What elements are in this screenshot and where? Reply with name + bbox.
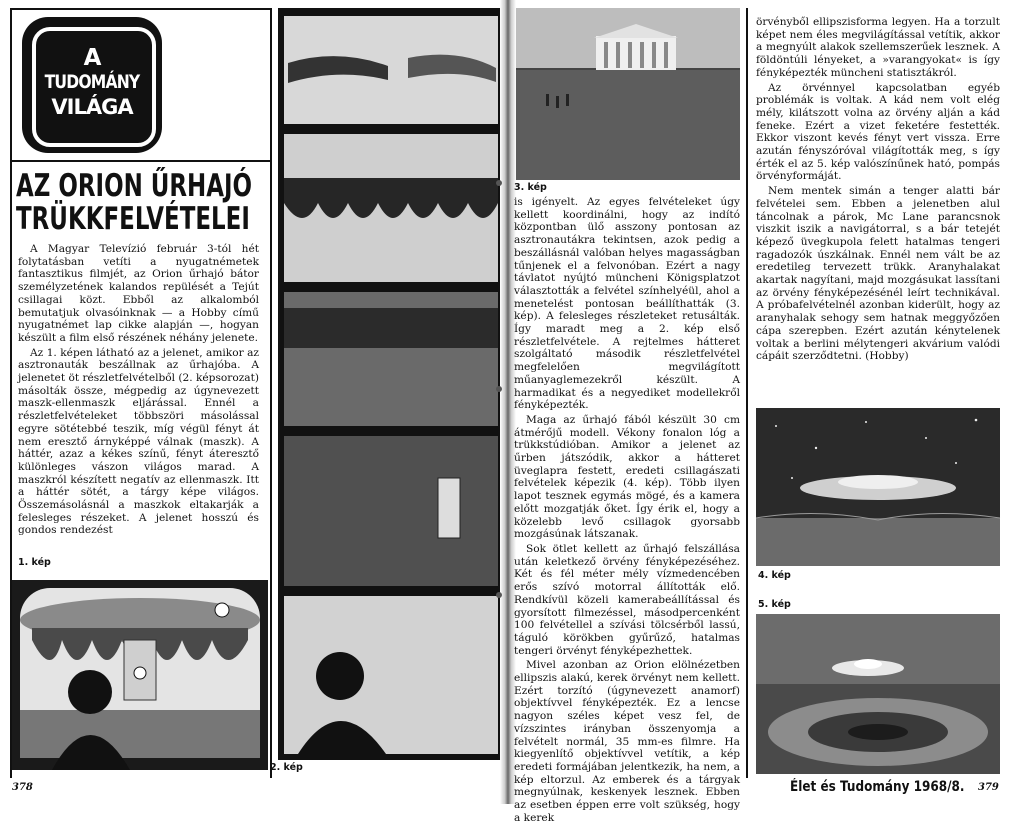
headline-line1: AZ ORION ŰRHAJÓ: [16, 168, 253, 204]
logo-line2: TUDOMÁNY: [44, 71, 140, 93]
photo-4: [756, 408, 1000, 566]
paragraph: Mivel azonban az Orion elölnézetben ellipszis alakú, kerek örvényt nem kellett. Ezért torzító (úgynevezett anamorf) objektívvel fényképezték. Ez a lencse nagyon széles képet vesz fel, de vízszintes irányban összenyomja a felvételt normál, 35 mm-es filmre. Ha kiegyenlítő objektívvel vetítik, a kép eredeti formájában jelentkezik, ha nem, a kép eltorzul. Az emberek és a tárgyak megnyúlnak, keskenyek lesznek. Ebben az esetben éppen erre volt szükség, hogy a kerek: [514, 659, 740, 824]
photo-1: [12, 580, 268, 770]
paragraph: Sok ötlet kellett az űrhajó felszállása után keletkező örvény fényképezéséhez. Két és fél méter mély vízmedencében erős szívó motorral állították elő. Rendkívül közeli kamerabeállítással és gyorsított filmezéssel, másodpercenként 100 felvétellel a szívási tölcsérből lassú, táguló körökben gyűrűző, hatalmas tengeri örvényt fényképezhettek.: [514, 542, 740, 657]
photo-3-image: [516, 8, 740, 180]
logo-line1: A: [83, 45, 101, 71]
article-headline: [16, 170, 268, 236]
caption-kep4: 4. kép: [758, 570, 791, 581]
paragraph: Az örvénnyel kapcsolatban egyéb problémák is voltak. A kád nem volt elég mély, kilátszott volna az örvény alján a kád feneke. Ezért a vizet feketére festették. Ekkor viszont kevés fényt vert vissza. Erre azután fényszóróval világították meg, s így érték el az 5. kép valószínűnek ható, pompás örvényformáját.: [756, 81, 1000, 183]
photo-2-image: [278, 8, 504, 760]
headline-line2: TRÜKKFELVÉTELEI: [16, 201, 250, 237]
text-column-4: [756, 16, 1000, 406]
magazine-title: Élet és Tudomány 1968/8.: [790, 779, 965, 795]
paragraph: Maga az űrhajó fából készült 30 cm átmérőjű modell. Vékony fonalon lóg a trükkstúdióban. Amikor a jelenet az űrben játszódik, akkor a hátteret üveglapra festett, eredeti csillagászati felvételek képezik (4. kép). Több ilyen lapot tesznek egymás mögé, és a kamera előtt mozgatják őket. Így érik el, hogy a közelebb levő csillagok gyorsabb mozgásúnak látszanak.: [514, 413, 740, 541]
text-column-1: [18, 243, 259, 555]
photo-3: [516, 8, 740, 180]
binding-staples: [496, 180, 502, 600]
frame-divider: [10, 160, 272, 162]
photo-1-image: [12, 580, 268, 770]
logo-line3: VILÁGA: [51, 95, 133, 119]
photo-5: [756, 614, 1000, 774]
paragraph: örvényből ellipszisforma legyen. Ha a torzult képet nem éles megvilágítással vetítik, akkor a megnyúlt alakok szellemszerűek lesznek. A földöntúli lényeket, a »varangyokat« is így fényképezték müncheni statisztákról.: [756, 16, 1000, 79]
photo-2-strip: [278, 8, 504, 760]
caption-kep5: 5. kép: [758, 599, 791, 610]
text-column-3: [514, 196, 740, 824]
caption-kep1: 1. kép: [18, 557, 51, 568]
paragraph: A Magyar Televízió február 3-tól hét folytatásban vetíti a nyugatnémetek fantasztikus filmjét, az Orion űrhajó bátor személyzetének kalandos repülését a Tejút csillagai közt. Ebből az alkalomból bemutatjuk olvasóinknak — a Hobby című nyugatnémet lap cikke alapján —, hogyan készült a film első részének néhány jelenete.: [18, 243, 259, 344]
page-number-left: 378: [12, 782, 33, 793]
paragraph: is igényelt. Az egyes felvételeket úgy kellett koordinálni, hogy az indító központban ülő asszony pontosan az asztronautákra tekintsen, azok pedig a beszállásnál valóban helyes magasságban tűnjenek el a felvonóban. Ezért a nagy távlatot nyújtó müncheni Königsplatzot választották a felvétel színhelyéül, ahol a menetelést pontosan beállíthatták (3. kép). A felesleges részleteket retusálták. Így maradt meg a 2. kép első részletfelvétele. A rejtelmes hátteret szolgáltató második részletfelvétel megfelelően megvilágított műanyaglemezekről készült. A harmadikat és a negyediket modellekről fényképezték.: [514, 196, 740, 412]
frame-top-left: [10, 8, 272, 10]
frame-right: [270, 8, 272, 778]
column-rule: [746, 8, 748, 778]
paragraph: Nem mentek simán a tenger alatti bár felvételei sem. Ebben a jelenetben alul táncolnak a párok, Mc Lane parancsnok viszkit iszik a navigátorral, s a bár tetejét képező üvegkupola felett hatalmas tengeri ragadozók úszkálnak. Ennél nem vált be az eredetileg tervezett trükk. Aranyhalakat akartak nagyítani, majd mozgásukat lassítani az örvény fényképezésénél leírt technikával. A próbafelvételnél azonban kiderült, hogy az aranyhalak sehogy sem hatnak meggyőzően cápa szerepben. Ezért azután kénytelenek voltak a berlini mélytengeri akvárium valódi cápáit szerződtetni. (Hobby): [756, 185, 1000, 363]
paragraph: Az 1. képen látható az a jelenet, amikor az asztronauták beszállnak az űrhajóba. A jelenetet öt részletfelvételből (2. képsorozat) másolták össze, mégpedig az úgynevezett maszk-ellenmaszk eljárással. Ennél a részletfelvételeket többszöri másolással egyre sötétebbé teszik, míg végül fényt át nem eresztő árnyképpé válnak (maszk). A háttér, azaz a kékes színű, fényt áteresztő különleges vászon világos marad. A maszkról készített negatív az ellenmaszk. Itt a háttér sötét, a tárgy képe világos. Összemásolásnál a maszkok eltakarják a felesleges részeket. A jelenet hosszú és gondos rendezést: [18, 346, 260, 537]
page-number-right: 379: [978, 782, 999, 793]
caption-kep2: 2. kép: [270, 762, 303, 773]
logo-badge: [22, 17, 162, 153]
photo-5-image: [756, 614, 1000, 774]
caption-kep3: 3. kép: [514, 182, 547, 193]
photo-4-image: [756, 408, 1000, 566]
